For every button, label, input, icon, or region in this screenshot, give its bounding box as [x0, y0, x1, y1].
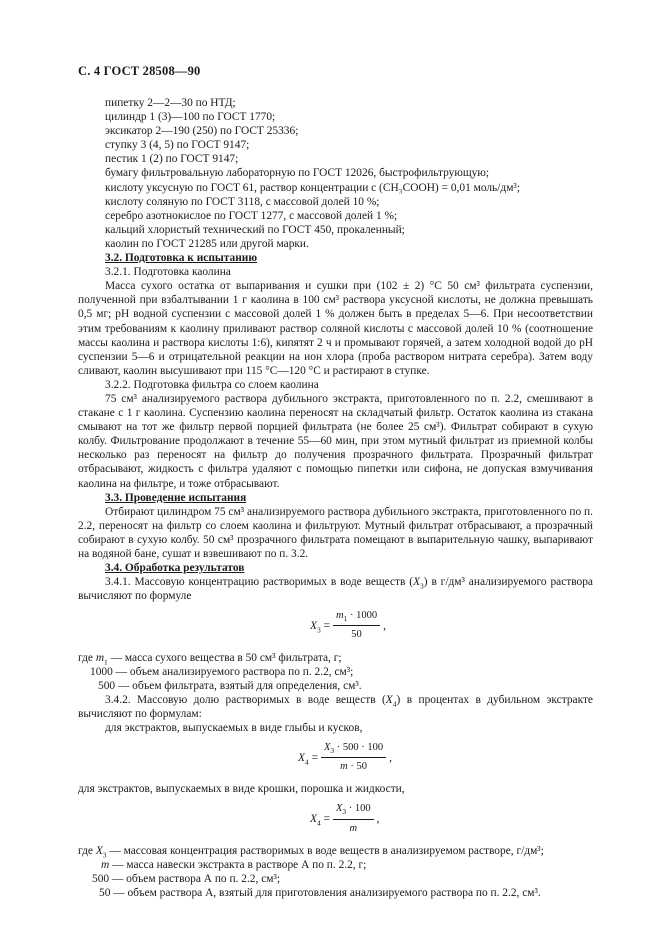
section-heading-3-3: 3.3. Проведение испытания — [105, 491, 247, 504]
paragraph-3-3: Отбирают цилиндром 75 см³ анализируемого раствора дубильного экстракта, приготовленного по п. 2.2, переносят на фильтр со слоем каолина и фильтруют. Мутный фильтрат отбрасывают, а прозрачный собирают в сухую колбу. 50 см³ прозрачного фильтрата помещают в выпарительную чашку, выпаривают на водяной бане, сушат и взвешивают по п. 3.2. — [78, 505, 593, 560]
list-item: ступку 3 (4, 5) по ГОСТ 9147; — [105, 139, 250, 152]
document-body — [78, 96, 593, 900]
list-item: кальций хлористый технический по ГОСТ 450, прокаленный; — [105, 223, 405, 236]
where-list-1 — [78, 651, 593, 693]
definition-item: 500 — объем фильтрата, взятый для определения, см³. — [98, 679, 362, 692]
definition-item: где $X_3$ — массовая концентрация растворимых в воде веществ в анализируемом растворе, г/дм³; — [78, 844, 544, 859]
list-item: каолин по ГОСТ 21285 или другой марки. — [105, 237, 309, 250]
list-item: цилиндр 1 (3)—100 по ГОСТ 1770; — [105, 111, 276, 124]
case-powder: для экстрактов, выпускаемых в виде крошки, порошка и жидкости, — [78, 783, 405, 796]
list-item: пестик 1 (2) по ГОСТ 9147; — [105, 153, 239, 166]
formula-x3: $X_3$ = $\frac{m_1 \cdot 1000}{50}$ , — [310, 609, 593, 642]
paragraph-3-2-1: Масса сухого остатка от выпаривания и сушки при (102 ± 2) °С 50 см³ фильтрата суспензии, полученной при взбалтывании 1 г каолина в 100 см³ раствора уксусной кислоты, не должна превышать 0,5 мг; pH водной суспензии с массовой долей 1 % должен быть в пределах 5—6. При несоответствии этим требованиям к каолину приливают раствор соляной кислоты с массовой долей 10 % (соотношение массы каолина и раствора кислоты 1:6), кипятят 2 ч и промывают горячей, а затем холодной водой до pH суспензии 5—6 и отрицательной реакции на ион хлора (проба раствором нитрата серебра). Затем воду сливают, каолин высушивают при 115 °С—120 °С и растирают в ступке. — [78, 280, 593, 377]
definition-item: 500 — объем раствора А по п. 2.2, см³; — [92, 872, 281, 885]
paragraph-3-4-1: 3.4.1. Массовую концентрацию растворимых в воде веществ $(X_3)$ в г/дм³ анализируемого раствора вычисляют по формуле — [78, 576, 593, 603]
fraction: $\frac{m_1 \cdot 1000}{50}$ — [333, 609, 380, 642]
case-lump: для экстрактов, выпускаемых в виде глыбы и кусков, — [105, 722, 363, 735]
list-item: бумагу фильтровальную лабораторную по ГОСТ 12026, быстрофильтрующую; — [105, 167, 490, 180]
paragraph-3-4-2: 3.4.2. Массовую долю растворимых в воде веществ $(X_4)$ в процентах в дубильном экстракте вычисляют по формулам: — [78, 693, 593, 720]
fraction: $\frac{X_3 \cdot 100}{m}$ — [333, 802, 374, 835]
formula-x4-lump: $X_4$ = $\frac{X_3 \cdot 500 \cdot 100}{m \cdot 50}$ , — [298, 741, 593, 774]
subsection-heading-3-2-1: 3.2.1. Подготовка каолина — [105, 266, 231, 279]
definition-item: где $m_1$ — масса сухого вещества в 50 см³ фильтрата, г; — [78, 651, 342, 666]
list-item: кислоту соляную по ГОСТ 3118, с массовой долей 10 %; — [105, 195, 380, 208]
section-heading-3-2: 3.2. Подготовка к испытанию — [105, 252, 258, 265]
list-item: кислоту уксусную по ГОСТ 61, раствор концентрации c (CH₃COOH) = 0,01 моль/дм³; — [105, 181, 520, 194]
section-heading-3-4: 3.4. Обработка результатов — [105, 562, 245, 575]
definition-item: m — масса навески экстракта в растворе А по п. 2.2, г; — [101, 858, 367, 871]
formula-x4-powder: $X_4$ = $\frac{X_3 \cdot 100}{m}$ , — [310, 802, 593, 835]
definition-item: 1000 — объем анализируемого раствора по п. 2.2, см³; — [90, 665, 354, 678]
list-item: эксикатор 2—190 (250) по ГОСТ 25336; — [105, 125, 299, 138]
paragraph-3-2-2: 75 см³ анализируемого раствора дубильного экстракта, приготовленного по п. 2.2, смешивают в стакане с 1 г каолина. Суспензию каолина переносят на складчатый фильтр. Остаток каолина из стакана смывают на тот же фильтр первой порцией фильтрата (не более 25 см³). Фильтрат собирают в сухую колбу. Фильтрование продолжают в течение 55—60 мин, при этом мутный фильтрат из приемной колбы несколько раз переносят на фильтр до получения прозрачного фильтрата. Прозрачный фильтрат отбрасывают, жидкость с фильтра удаляют с помощью пипетки или сифона, не допуская взмучивания каолина на фильтре, и тоже отбрасывают. — [78, 392, 593, 490]
list-item: пипетку 2—2—30 по НТД; — [105, 97, 236, 109]
fraction: $\frac{X_3 \cdot 500 \cdot 100}{m \cdot 50}$ — [321, 741, 386, 774]
equipment-list — [78, 96, 593, 251]
where-list-2 — [78, 844, 593, 900]
page-header: С. 4 ГОСТ 28508—90 — [78, 64, 201, 78]
list-item: серебро азотнокислое по ГОСТ 1277, с массовой долей 1 %; — [105, 209, 398, 222]
subsection-heading-3-2-2: 3.2.2. Подготовка фильтра со слоем каолина — [105, 378, 319, 391]
definition-item: 50 — объем раствора А, взятый для приготовления анализируемого раствора по п. 2.2, см³. — [99, 886, 541, 899]
